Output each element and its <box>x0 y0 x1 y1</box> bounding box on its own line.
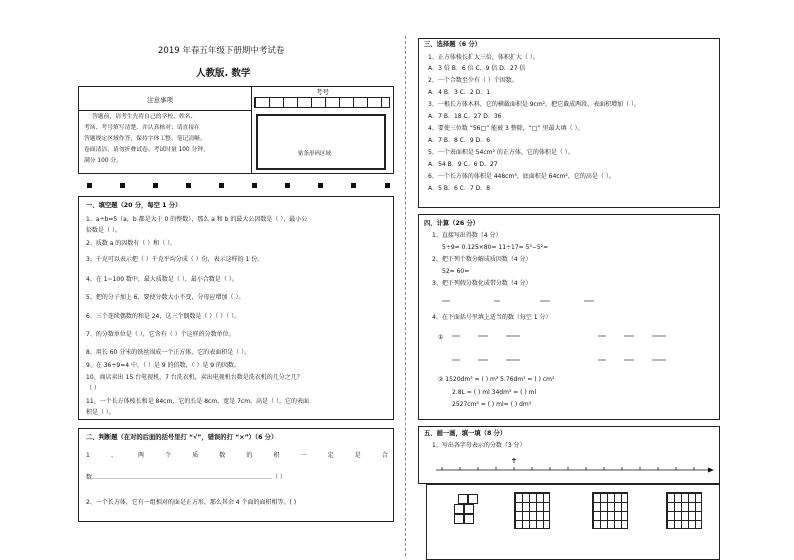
q4-1-items: 5÷9= 0.125×80= 11÷17= 5³−5²= <box>442 244 549 251</box>
q1-9: 9、在 36÷9=4 中，（ ）是 9 的倍数，（ ）是 9 的因数。 <box>86 362 241 369</box>
column-divider <box>405 36 406 556</box>
number-line <box>428 454 714 476</box>
barcode-label: 贴条形码区域 <box>298 151 332 157</box>
q1-1: 1、a÷b=5（a，b 都是大于 0 的整数），那么 a 和 b 的最大公因数是（ ），最小公 <box>86 216 308 223</box>
section-3-heading: 三、选择题（6 分） <box>424 41 481 48</box>
q1-3: 3、千克可以表示把（ ）千克平均分成（ ）份，表示这样的 1 份。 <box>86 256 264 263</box>
separator-mark <box>318 183 323 188</box>
q1-11: 11、一个长方体棱长和是 84cm，它的长是 8cm，宽是 7cm，高是（ ），它的表面 <box>86 398 309 405</box>
section-1-heading: 一、填空题（20 分，每空 1 分） <box>86 202 182 209</box>
q4-4-line3: 2527cm³ = ( ) ml= ( ) dm³ <box>452 401 532 408</box>
q3-6: 6、一个长方体的体积是 448cm³，底面积是 64cm²，它的高是（ ）。 <box>428 173 615 180</box>
q2-2: 2、一个长方体，它有一组相对的面是正方形，那么其余 4 个面的面积相等。( ) <box>86 499 297 506</box>
q1-8: 8、用长 60 分米的铁丝围成一个正方体，它的表面积是（ ）。 <box>86 349 251 356</box>
q4-4-circle2: ② 1520dm³ = ( ) m³ 5.76dm³ = ( ) cm³ <box>438 376 555 383</box>
section-choice <box>418 38 720 208</box>
q2-1: 1 、 两 个 质 数 的 积 一 定 是 合 <box>86 452 388 459</box>
q4-4-fraction-eqs <box>448 326 688 370</box>
separator-mark <box>285 183 290 188</box>
cube-stack-figure <box>448 492 488 532</box>
q4-3-fractions <box>442 293 602 309</box>
q1-2: 2、质数 a 的因数有（ ）和（ ）。 <box>86 240 177 247</box>
notice-label: 注意事项 <box>147 96 173 104</box>
grid-figure-3 <box>666 492 702 529</box>
separator-mark <box>351 183 356 188</box>
separator-mark <box>186 183 191 188</box>
separator-mark <box>153 183 158 188</box>
q3-6-opts: A．5 B．6 C．7 D．8 <box>428 185 491 192</box>
separator-mark <box>252 183 257 188</box>
q3-2-opts: A．4 B．3 C．2 D．1 <box>428 89 491 96</box>
q1-10b: （ ） <box>86 385 100 392</box>
q3-1: 1、正方体棱长扩大三倍，体积扩大（ ）。 <box>428 54 539 61</box>
q4-4-circle1: ① <box>438 334 444 341</box>
q4-2-items: 52= 60= <box>442 268 470 275</box>
barcode-area <box>256 114 386 170</box>
section-5-heading: 五、画一画，填一填（8 分） <box>424 430 507 437</box>
q4-3: 3、把下列假分数化成带分数（4 分） <box>432 280 532 287</box>
q1-5: 5、把的分子加上 6，要使分数大小不变，分母应增加（ ）。 <box>86 294 245 301</box>
q4-2: 2、把下列个数分解成质因数（4 分） <box>432 256 532 263</box>
q1-11b: 积是（ ）。 <box>86 409 115 416</box>
q4-1: 1、直接写出得数（4 分） <box>432 232 502 239</box>
separator-mark <box>87 183 92 188</box>
q3-3: 3、一根长方体木料，它的横截面积是 9cm²，把它截成两段，表面积增加（ ）。 <box>428 101 640 108</box>
q3-5: 5、一个表面积是 54cm² 的正方体，它的体积是（ ）。 <box>428 149 574 156</box>
q3-4: 4、要使三位数 “56□” 能被 3 整除，“□” 里最大填（ ）。 <box>428 125 584 132</box>
q3-1-opts: A．3 倍 B．6 倍 C．9 倍 D．27 倍 <box>428 65 526 72</box>
q1-10: 10、商店卖出 15 台电视机，7 台洗衣机，卖出电视机台数是洗衣机的几分之几？ <box>86 374 303 381</box>
q2-1b: 数………………………………………………………………………………（ ） <box>86 474 286 481</box>
separator-mark <box>120 183 125 188</box>
exam-no-label: 考号 <box>316 88 329 96</box>
q1-6: 6、三个连续偶数的和是 24，这三个偶数是（ ）（ ）（ ）。 <box>86 313 241 320</box>
section-fill-blank <box>78 196 394 420</box>
section-4-heading: 四、计算（26 分） <box>424 220 480 227</box>
q3-2: 2、一个合数至少有（ ）个因数。 <box>428 77 518 84</box>
q1-7: 7、的分数单位是（ ），它含有（ ）个这样的分数单位。 <box>86 331 235 338</box>
q1-4: 4、在 1~100 数中，最大质数是（ ），最小合数是（ ）。 <box>86 276 238 283</box>
exam-no-grid[interactable] <box>254 97 390 108</box>
separator-mark <box>219 183 224 188</box>
section-2-heading: 二、判断题（在对的后面的括号里打 “√”，错误的打 “×”）（6 分） <box>86 434 278 441</box>
q3-4-opts: A．7 B．8 C．9 D．6 <box>428 137 491 144</box>
exam-subtitle: 人教版. 数学 <box>196 68 251 79</box>
exam-title: 2019 年春五年级下册期中考试卷 <box>158 46 285 56</box>
q3-5-opts: A．54 B．9 C．6 D．27 <box>428 161 498 168</box>
q4-4-line2: 2.8L = ( ) ml 34dm³ = ( ) ml <box>452 389 537 396</box>
separator-mark <box>385 183 390 188</box>
q3-3-opts: A．7 B．18 C．27 D．36 <box>428 113 502 120</box>
q1-1b: 倍数是（ ）。 <box>86 227 121 234</box>
q5-1: 1、写出各字母表示的分数（3 分） <box>432 442 526 449</box>
grid-figure-1 <box>514 492 550 529</box>
q4-4: 4、在下面括号里填上适当的数（每空 1 分） <box>432 314 552 321</box>
grid-figure-2 <box>592 492 628 529</box>
